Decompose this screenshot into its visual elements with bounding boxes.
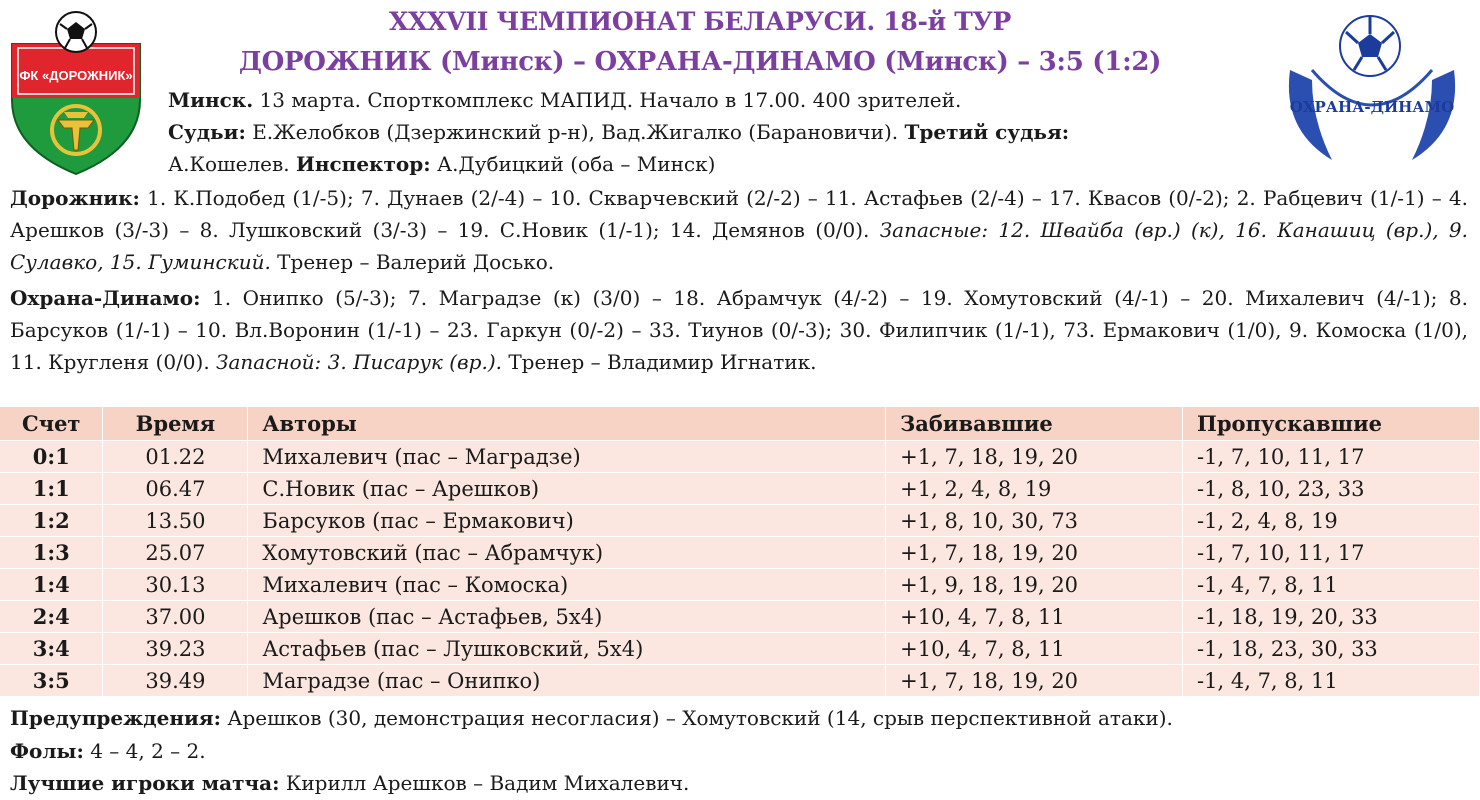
third-referee-text: А.Кошелев. bbox=[168, 152, 296, 177]
cell-conceding: -1, 7, 10, 11, 17 bbox=[1183, 441, 1480, 473]
col-time: Время bbox=[103, 407, 248, 441]
city-text: 13 марта. Спорткомплекс МАПИД. Начало в 17.00. 400 зрителей. bbox=[253, 88, 962, 112]
cell-scoring: +10, 4, 7, 8, 11 bbox=[886, 601, 1183, 633]
okhrana-coach: Тренер – Владимир Игнатик. bbox=[501, 350, 817, 375]
cell-score: 3:5 bbox=[0, 665, 103, 697]
okhrana-label: Охрана-Динамо: bbox=[10, 286, 201, 310]
cell-scoring: +1, 7, 18, 19, 20 bbox=[886, 537, 1183, 569]
fouls-label: Фолы: bbox=[10, 738, 84, 763]
cell-authors: Хомутовский (пас – Абрамчук) bbox=[248, 537, 886, 569]
city-label: Минск. bbox=[168, 88, 254, 112]
cell-conceding: -1, 2, 4, 8, 19 bbox=[1183, 505, 1480, 537]
cell-authors: Барсуков (пас – Ермакович) bbox=[248, 505, 886, 537]
cell-authors: Астафьев (пас – Лушковский, 5х4) bbox=[248, 633, 886, 665]
cell-time: 06.47 bbox=[103, 473, 248, 505]
cell-score: 1:1 bbox=[0, 473, 103, 505]
col-conceding: Пропускавшие bbox=[1183, 407, 1480, 441]
cell-authors: Арешков (пас – Астафьев, 5х4) bbox=[248, 601, 886, 633]
goals-table bbox=[0, 407, 1480, 697]
cell-time: 13.50 bbox=[103, 505, 248, 537]
cell-score: 3:4 bbox=[0, 633, 103, 665]
cell-authors: С.Новик (пас – Арешков) bbox=[248, 473, 886, 505]
cell-score: 2:4 bbox=[0, 601, 103, 633]
col-authors: Авторы bbox=[248, 407, 886, 441]
referees-label: Судьи: bbox=[168, 120, 246, 145]
cell-score: 1:3 bbox=[0, 537, 103, 569]
table-row bbox=[0, 569, 1480, 601]
cell-authors: Маградзе (пас – Онипко) bbox=[248, 665, 886, 697]
warnings-label: Предупреждения: bbox=[10, 706, 221, 730]
cell-score: 0:1 bbox=[0, 441, 103, 473]
inspector-label: Инспектор: bbox=[295, 152, 431, 177]
cell-conceding: -1, 4, 7, 8, 11 bbox=[1183, 665, 1480, 697]
referees-text: Е.Желобков (Дзержинский р-н), Вад.Жигалко (Барановичи). bbox=[245, 120, 905, 145]
championship-title: XXXVII ЧЕМПИОНАТ БЕЛАРУСИ. 18-й ТУР bbox=[388, 7, 1012, 36]
table-row bbox=[0, 441, 1480, 473]
col-scoring: Забивавшие bbox=[886, 407, 1183, 441]
goals-header-row bbox=[0, 407, 1480, 441]
best-players-label: Лучшие игроки матча: bbox=[10, 771, 280, 795]
dorozhnik-label: Дорожник: bbox=[10, 186, 140, 210]
cell-score: 1:4 bbox=[0, 569, 103, 601]
cell-score: 1:2 bbox=[0, 505, 103, 537]
cell-time: 37.00 bbox=[103, 601, 248, 633]
table-row bbox=[0, 473, 1480, 505]
okhrana-lineup bbox=[10, 282, 1468, 379]
okhrana-subs: Запасной: 3. Писарук (вр.). bbox=[209, 350, 502, 375]
cell-time: 01.22 bbox=[103, 441, 248, 473]
cell-scoring: +1, 8, 10, 30, 73 bbox=[886, 505, 1183, 537]
dorozhnik-players: 1. К.Подобед (1/-5); 7. Дунаев (2/-4) – 10. Скварчевский (2/-2) – 11. Астафьев (2/-4) – 17. Квасов (0/-2); 2. Рабцевич (1/-1) – 4. Арешков (3/-3) – 8. Лушковский (3/-3) – 19. С.Новик (1/-1); 14. Демянов (0/0). bbox=[10, 186, 1468, 243]
cell-scoring: +1, 7, 18, 19, 20 bbox=[886, 441, 1183, 473]
warnings-text: Арешков (30, демонстрация несогласия) – Хомутовский (14, срыв перспективной атаки). bbox=[220, 706, 1173, 730]
svg-text:ОХРАНА-ДИНАМО: ОХРАНА-ДИНАМО bbox=[1289, 98, 1455, 116]
cell-time: 25.07 bbox=[103, 537, 248, 569]
match-title: ДОРОЖНИК (Минск) – ОХРАНА-ДИНАМО (Минск) – 3:5 (1:2) bbox=[238, 47, 1162, 77]
cell-scoring: +1, 9, 18, 19, 20 bbox=[886, 569, 1183, 601]
table-row bbox=[0, 633, 1480, 665]
inspector-text: А.Дубицкий (оба – Минск) bbox=[430, 152, 716, 177]
match-info bbox=[168, 84, 1248, 181]
cell-conceding: -1, 8, 10, 23, 33 bbox=[1183, 473, 1480, 505]
cell-conceding: -1, 7, 10, 11, 17 bbox=[1183, 537, 1480, 569]
third-referee-label: Третий судья: bbox=[904, 120, 1070, 145]
table-row bbox=[0, 505, 1480, 537]
svg-text:ФК «ДОРОЖНИК»: ФК «ДОРОЖНИК» bbox=[19, 68, 133, 83]
col-score: Счет bbox=[0, 407, 103, 441]
cell-authors: Михалевич (пас – Маградзе) bbox=[248, 441, 886, 473]
table-row bbox=[0, 537, 1480, 569]
cell-authors: Михалевич (пас – Комоска) bbox=[248, 569, 886, 601]
dorozhnik-logo bbox=[8, 8, 144, 176]
okhrana-dinamo-logo bbox=[1272, 10, 1472, 170]
cell-time: 39.49 bbox=[103, 665, 248, 697]
cell-scoring: +1, 7, 18, 19, 20 bbox=[886, 665, 1183, 697]
cell-conceding: -1, 18, 19, 20, 33 bbox=[1183, 601, 1480, 633]
cell-time: 30.13 bbox=[103, 569, 248, 601]
cell-scoring: +10, 4, 7, 8, 11 bbox=[886, 633, 1183, 665]
table-row bbox=[0, 601, 1480, 633]
cell-scoring: +1, 2, 4, 8, 19 bbox=[886, 473, 1183, 505]
dorozhnik-subs: Запасные: 12. Швайба (вр.) (к), 16. Канашиц (вр.), 9. Сулавко, 15. Гуминский. bbox=[10, 218, 1468, 275]
okhrana-players: 1. Онипко (5/-3); 7. Маградзе (к) (3/0) – 18. Абрамчук (4/-2) – 19. Хомутовский (4/-1) – 20. Михалевич (4/-1); 8. Барсуков (1/-1) – 10. Вл.Воронин (1/-1) – 23. Гаркун (0/-2) – 33. Тиунов (0/-3); 30. Филипчик (1/-1), 73. Ермакович (1/0), 9. Комоска (1/0), 11. Кругленя (0/0). bbox=[10, 286, 1468, 375]
match-notes bbox=[10, 702, 1470, 800]
fouls-text: 4 – 4, 2 – 2. bbox=[83, 738, 206, 763]
dorozhnik-lineup bbox=[10, 182, 1468, 279]
cell-conceding: -1, 4, 7, 8, 11 bbox=[1183, 569, 1480, 601]
table-row bbox=[0, 665, 1480, 697]
cell-conceding: -1, 18, 23, 30, 33 bbox=[1183, 633, 1480, 665]
dorozhnik-coach: Тренер – Валерий Досько. bbox=[270, 250, 555, 275]
cell-time: 39.23 bbox=[103, 633, 248, 665]
best-players-text: Кирилл Арешков – Вадим Михалевич. bbox=[279, 771, 690, 795]
